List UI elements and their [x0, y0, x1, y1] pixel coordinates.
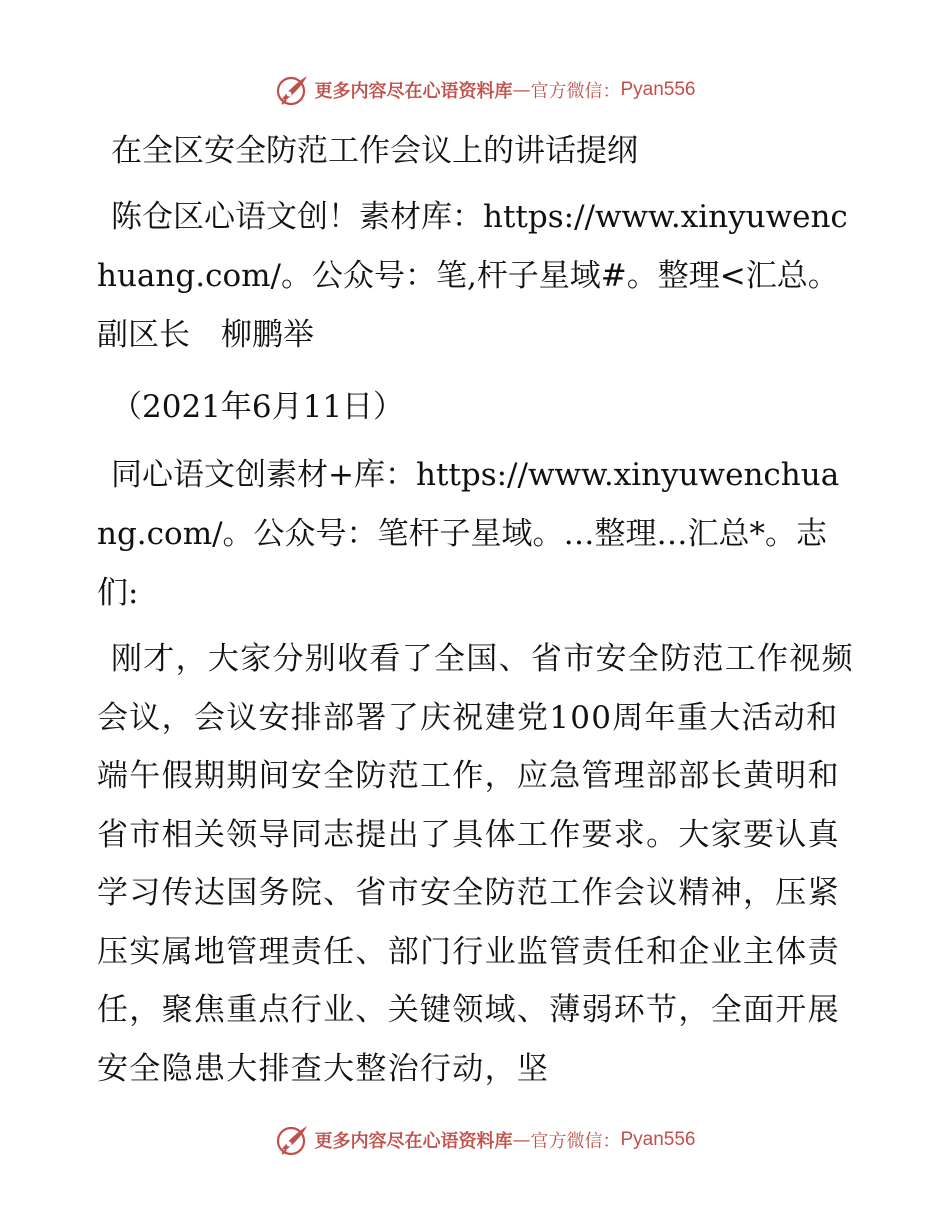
quill-pen-logo-icon: [276, 1123, 310, 1157]
footer-banner: [0, 1120, 950, 1160]
document-paragraph: 刚才，大家分别收看了全国、省市安全防范工作视频会议，会议安排部署了庆祝建党100周年重大活动和端午假期期间安全防范工作，应急管理部部长黄明和省市相关领导同志提出了具体工作要求。大家要认真学习传达国务院、省市安全防范工作会议精神，压紧压实属地管理责任、部门行业监管责任和企业主体责任，聚焦重点行业、关键领域、薄弱环节，全面开展安全隐患大排查大整治行动，坚: [97, 641, 854, 1087]
banner-wechat-id: Pyan556: [620, 1129, 696, 1150]
banner-wechat-id: Pyan556: [620, 79, 696, 100]
document-intro: 陈仓区心语文创！素材库：https://www.xinyuwenchuang.com/。公众号：笔,杆子星域#。整理<汇总。副区长 柳鹏举: [97, 199, 848, 353]
document-greeting: 同心语文创素材+库：https://www.xinyuwenchuang.com/。公众号：笔杆子星域。…整理…汇总*。志们:: [97, 457, 840, 611]
banner-official-label: 官方微信：: [530, 1131, 621, 1152]
footer-banner-content: [276, 1123, 695, 1157]
banner-official-label: 官方微信：: [530, 81, 621, 102]
banner-separator: —: [512, 79, 531, 101]
document-title: 在全区安全防范工作会议上的讲话提纲: [111, 133, 638, 169]
document-body: [97, 122, 857, 1098]
header-banner: [0, 70, 950, 110]
banner-separator: —: [512, 1129, 531, 1151]
document-date: （2021年6月11日）: [111, 389, 405, 425]
quill-pen-logo-icon: [276, 73, 310, 107]
header-banner-content: [276, 73, 695, 107]
banner-brand-text: 更多内容尽在心语资料库: [314, 81, 513, 102]
banner-brand-text: 更多内容尽在心语资料库: [314, 1131, 513, 1152]
